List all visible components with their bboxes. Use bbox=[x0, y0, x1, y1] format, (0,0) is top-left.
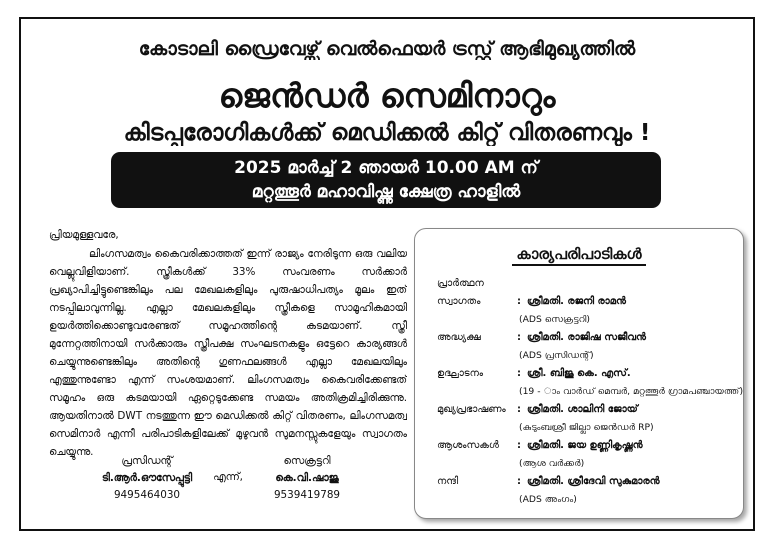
programme-item bbox=[437, 473, 737, 491]
programme-item bbox=[437, 293, 737, 311]
separator: : bbox=[517, 368, 521, 379]
programme-role: ഉദ്ഘാടനം bbox=[437, 368, 484, 379]
invitation-letter bbox=[49, 226, 407, 486]
programme-speaker-note: (19 - ാം വാർഡ് മെമ്പർ, മറ്റത്തൂർ ഗ്രാമപഞ്ചായത്ത്) bbox=[519, 386, 744, 397]
programme-item bbox=[437, 401, 737, 419]
programme-role: പ്രാർത്ഥന bbox=[437, 278, 484, 289]
separator: : bbox=[517, 440, 521, 451]
signatory-president bbox=[72, 453, 222, 504]
signatory-secretary bbox=[232, 453, 382, 504]
programme-speaker-note: (ADS സെക്രട്ടറി) bbox=[519, 314, 590, 325]
organizer-line: കോടാലി ഡ്രൈവേഴ്സ് വെൽഫെയർ ട്രസ്റ്റ് ആഭിമുഖ്യത്തിൽ bbox=[138, 38, 636, 60]
letter-body: ലിംഗസമത്വം കൈവരിക്കാത്തത് ഇന്ന് രാജ്യം നേരിടുന്ന ഒരു വലിയ വെല്ലുവിളിയാണ്. സ്ത്രീകൾക്ക് 33% സംവരണം സർക്കാർ പ്രഖ്യാപിച്ചിട്ടുണ്ടെങ്കിലും പല മേഖലകളിലും പുരുഷാധിപത്യം മൂലം ഇത് നടപ്പിലാവുന്നില്ല. എല്ലാ മേഖലകളിലും സ്ത്രീകളെ സാമൂഹികമായി ഉയർത്തിക്കൊണ്ടുവരേണ്ടത് സമൂഹത്തിന്റെ കടമയാണ്. സ്ത്രീ മുന്നേറ്റത്തിനായി സർക്കാരും സ്ത്രീപക്ഷ സംഘടനകളും ഒട്ടേറെ കാര്യങ്ങൾ ചെയ്യുന്നുണ്ടെങ്കിലും അതിന്റെ ഗുണഫലങ്ങൾ എല്ലാ മേഖലയിലും എത്തുന്നുണ്ടോ എന്ന് സംശയമാണ്. ലിംഗസമത്വം കൈവരിക്കേണ്ടത് സമൂഹം ഒരു കടമയായി ഏറ്റെടുക്കേണ്ട സമയം അതിക്രമിച്ചിരിക്കുന്നു. ആയതിനാൽ DWT നടത്തുന്ന ഈ മെഡിക്കൽ കിറ്റ് വിതരണം, ലിംഗസമത്വ സെമിനാർ എന്നീ പരിപാടികളിലേക്ക് മുഴുവൻ സുമനസ്സുകളേയും സ്വാഗതം ചെയ്യുന്നു. bbox=[49, 248, 407, 458]
separator: : bbox=[517, 296, 521, 307]
event-subtitle: കിടപ്പുരോഗികൾക്ക് മെഡിക്കൽ കിറ്റ് വിതരണവും ! bbox=[123, 120, 651, 146]
programme-title: കാര്യപരിപാടികൾ bbox=[415, 245, 743, 263]
separator: : bbox=[517, 332, 521, 343]
programme-role: സ്വാഗതം bbox=[437, 296, 481, 307]
programme-speaker-note: (ADS പ്രസിഡന്റ്) bbox=[519, 350, 594, 361]
separator: : bbox=[517, 476, 521, 487]
programme-speaker: ശ്രീമതി. രാജിഷ സജീവൻ bbox=[527, 332, 646, 343]
programme-card bbox=[414, 228, 744, 519]
programme-list bbox=[437, 275, 744, 509]
signatory-name: ടി.ആർ.ഔസേപ്പുട്ടി bbox=[101, 472, 193, 484]
programme-speaker: ശ്രീമതി. ശ്രീദേവി സുകുമാരൻ bbox=[527, 476, 660, 487]
date-venue-banner bbox=[111, 152, 661, 208]
signatory-phone: 9495464030 bbox=[113, 489, 181, 501]
signatory-phone: 9539419789 bbox=[273, 489, 341, 501]
signatory-role: പ്രസിഡന്റ് bbox=[121, 455, 173, 467]
signatory-name: കെ.വി.ഷാജു bbox=[275, 472, 339, 484]
letter-salutation: പ്രിയമുള്ളവരേ, bbox=[49, 229, 119, 241]
event-title: ജെൻഡർ സെമിനാറും bbox=[218, 76, 556, 115]
event-datetime: 2025 മാർച്ച് 2 ഞായർ 10.00 AM ന് bbox=[234, 158, 538, 178]
programme-item-prayer bbox=[437, 275, 737, 293]
programme-role: നന്ദി bbox=[437, 476, 459, 487]
programme-speaker: ശ്രീമതി. ശാലിനി ജോയ് bbox=[527, 404, 638, 415]
programme-item bbox=[437, 329, 737, 347]
programme-speaker: ശ്രീ. ബിജു കെ. എസ്. bbox=[527, 368, 631, 379]
programme-item bbox=[437, 365, 737, 383]
signatory-role: സെക്രട്ടറി bbox=[283, 455, 331, 467]
programme-speaker-note: (ആശ വർക്കർ) bbox=[519, 458, 585, 469]
programme-item bbox=[437, 437, 737, 455]
programme-speaker: ശ്രീമതി. രജനി രാമൻ bbox=[527, 296, 626, 307]
event-venue: മറ്റത്തൂർ മഹാവിഷ്ണു ക്ഷേത്ര ഹാളിൽ bbox=[251, 182, 521, 202]
letter-closing: എന്ന്, bbox=[213, 471, 243, 483]
separator: : bbox=[517, 404, 521, 415]
programme-speaker: ശ്രീമതി. ജയ ഉണ്ണികൃഷ്ണൻ bbox=[527, 440, 643, 451]
programme-role: ആശംസകൾ bbox=[437, 440, 499, 451]
programme-role: മുഖ്യപ്രഭാഷണം bbox=[437, 404, 506, 415]
programme-role: അദ്ധ്യക്ഷ bbox=[437, 332, 481, 343]
programme-speaker-note: (കുടുംബശ്രീ ജില്ലാ ജെൻഡർ RP) bbox=[519, 422, 654, 433]
programme-speaker-note: (ADS അംഗം) bbox=[519, 494, 577, 505]
